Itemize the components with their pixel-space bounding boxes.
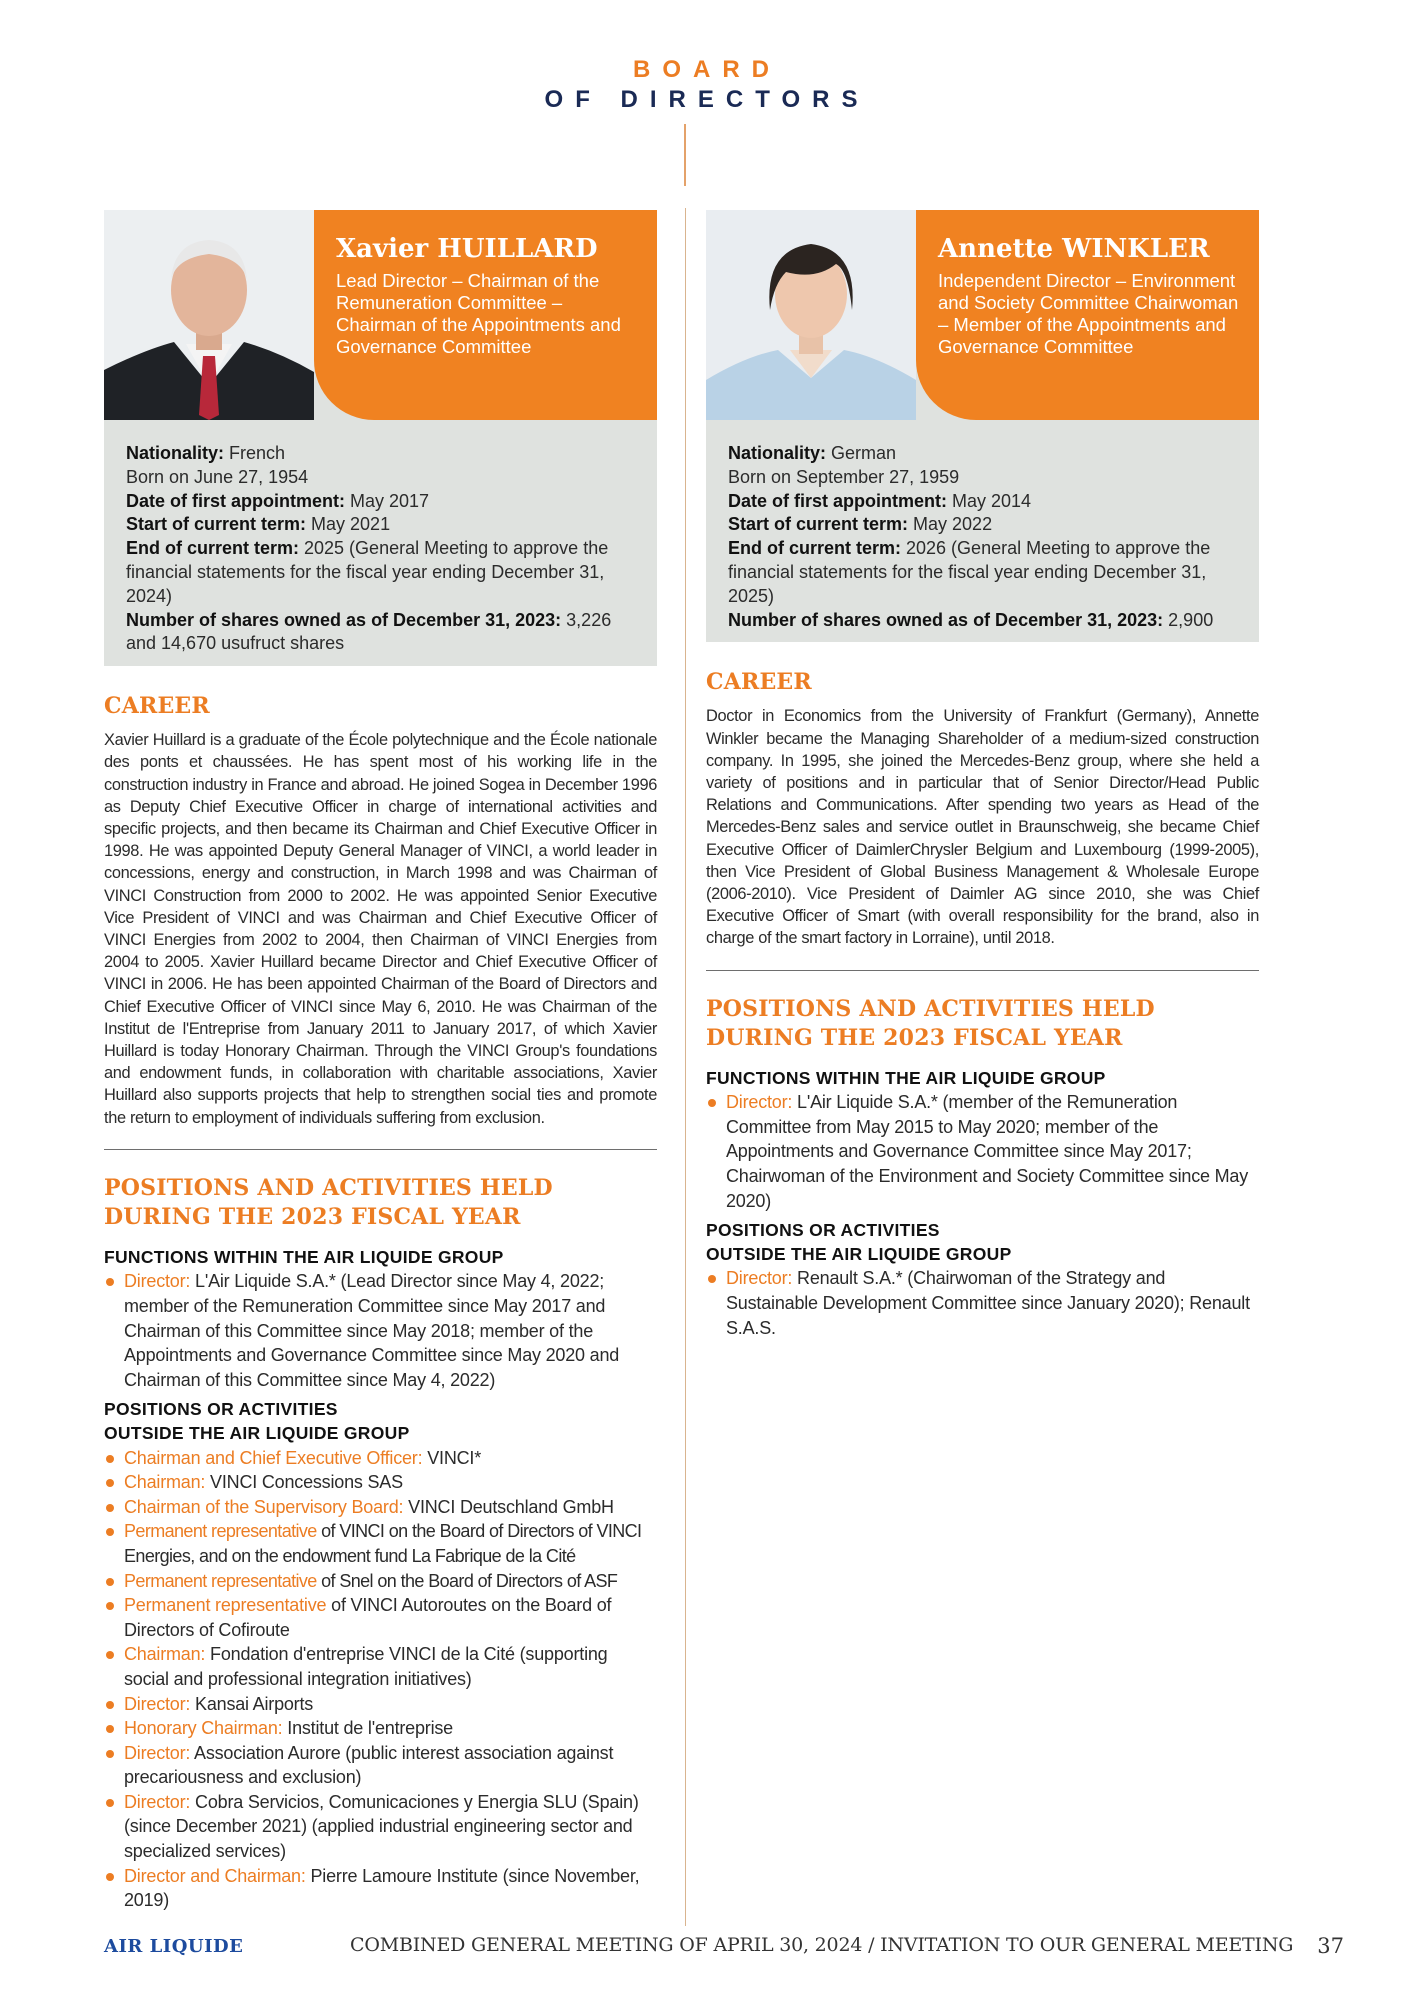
- list-item: Chairman of the Supervisory Board: VINCI Deutschland GmbH: [104, 1495, 657, 1520]
- within-group-list: [706, 1090, 1259, 1213]
- positions-heading: POSITIONS AND ACTIVITIES HELD DURING THE 2023 FISCAL YEAR: [706, 995, 1155, 1051]
- list-item: Chairman: Fondation d'entreprise VINCI de la Cité (supporting social and professional integration initiatives): [104, 1642, 657, 1691]
- list-item: Director: L'Air Liquide S.A.* (member of the Remuneration Committee from May 2015 to May 2020; member of the Appointments and Governance Committee since May 2017; Chairwoman of the Environment and Society Committee since May 2020): [706, 1090, 1259, 1213]
- header-rule: [684, 124, 686, 186]
- career-text: Doctor in Economics from the University of Frankfurt (Germany), Annette Winkler became the Managing Shareholder of a medium-sized construction company. In 1995, she joined the Mercedes-Benz group, where she held a variety of positions and in particular that of Senior Director/Head Public Relations and Communications. After spending two years as Head of the Mercedes-Benz sales and service outlet in Braunschweig, she became Chief Executive Officer of DaimlerChrysler Belgium and Luxembourg (1999-2005), then Vice President of Global Business Management & Wholesale Europe (2006-2010). Vice President of Daimler AG since 2010, she was Chief Executive Officer of Smart (with overall responsibility for the brand, also in charge of the smart factory in Lorraine), until 2018.: [706, 707, 1259, 948]
- nationality-label: Nationality:: [126, 443, 225, 463]
- section-divider: [104, 1149, 657, 1150]
- first-appointment-value: May 2014: [947, 490, 1032, 511]
- list-item: Director: Association Aurore (public interest association against precariousness and exclusion): [104, 1741, 657, 1790]
- shares-value: 2,900: [1163, 609, 1214, 630]
- director-info: [706, 420, 1259, 642]
- positions-heading: POSITIONS AND ACTIVITIES HELD DURING THE 2023 FISCAL YEAR: [104, 1174, 553, 1230]
- director-card: [706, 210, 1259, 642]
- list-item: Chairman: VINCI Concessions SAS: [104, 1470, 657, 1495]
- within-group-heading: FUNCTIONS WITHIN THE AIR LIQUIDE GROUP: [104, 1246, 504, 1267]
- term-end-value: 2026 (General Meeting to approve the financial statements for the fiscal year ending December 31, 2025): [728, 538, 1211, 606]
- list-item: Director: Renault S.A.* (Chairwoman of the Strategy and Sustainable Development Committee since January 2020); Renault S.A.S.: [706, 1266, 1259, 1340]
- list-item: Director: Cobra Servicios, Comunicaciones y Energia SLU (Spain) (since December 2021) (applied industrial engineering sector and specialized services): [104, 1790, 657, 1864]
- term-start-value: May 2022: [908, 514, 993, 535]
- director-name: Annette WINKLER: [938, 234, 1210, 264]
- list-item: Honorary Chairman: Institut de l'entreprise: [104, 1716, 657, 1741]
- outside-group-list: [104, 1446, 657, 1913]
- nationality-value: German: [826, 443, 897, 463]
- term-end-label: End of current term:: [126, 538, 300, 559]
- first-appointment-value: May 2017: [345, 490, 430, 511]
- shares-label: Number of shares owned as of December 31, 2023:: [126, 609, 562, 630]
- list-item: Director and Chairman: Pierre Lamoure Institute (since November, 2019): [104, 1864, 657, 1913]
- page-number: 37: [1317, 1934, 1344, 1958]
- birth-date: Born on June 27, 1954: [126, 466, 309, 487]
- term-end-label: End of current term:: [728, 538, 902, 559]
- list-item: Director: Kansai Airports: [104, 1692, 657, 1717]
- director-name: Xavier HUILLARD: [336, 234, 598, 264]
- career-heading: CAREER: [104, 693, 210, 720]
- header-line-2: OF DIRECTORS: [544, 86, 870, 113]
- outside-group-heading-2: OUTSIDE THE AIR LIQUIDE GROUP: [104, 1422, 410, 1443]
- director-card: [104, 210, 657, 666]
- birth-date: Born on September 27, 1959: [728, 466, 960, 487]
- term-start-label: Start of current term:: [126, 514, 307, 535]
- career-text: Xavier Huillard is a graduate of the École polytechnique and the École nationale des ponts et chaussées. He has spent most of his working life in the construction industry in France and abroad. He joined Sogea in December 1996 as Deputy Chief Executive Officer in charge of international activities and specific projects, and then became its Chairman and Chief Executive Officer in 1998. He was appointed Deputy General Manager of VINCI, a world leader in concessions, energy and construction, in March 1998 and was Chairman of VINCI Construction from 2000 to 2002. He was appointed Senior Executive Vice President of VINCI and was Chairman and Chief Executive Officer of VINCI Energies from 2002 to 2004, then Chairman of VINCI Energies from 2004 to 2005. Xavier Huillard became Director and Chief Executive Officer of VINCI in 2006. He has been appointed Chairman of the Board of Directors and Chief Executive Officer of VINCI since May 6, 2010. He was Chairman of the Institut de l'Entreprise from January 2011 to January 2017, of which Xavier Huillard is today Honorary Chairman. Through the VINCI Group's foundations and endowment funds, in collaboration with charitable associations, Xavier Huillard also supports projects that help to strengthen social ties and promote the return to employment of individuals suffering from exclusion.: [104, 731, 657, 1127]
- nationality-label: Nationality:: [728, 443, 827, 463]
- portrait-photo: [104, 210, 314, 420]
- term-end-value: 2025 (General Meeting to approve the financial statements for the fiscal year ending December 31, 2024): [126, 538, 609, 606]
- page-footer: [104, 1936, 1344, 1966]
- director-role: Independent Director – Environment and Society Committee Chairwoman – Member of the Appointments and Governance Committee: [938, 270, 1239, 357]
- outside-group-list: [706, 1266, 1259, 1340]
- career-heading: CAREER: [706, 669, 812, 696]
- section-divider: [706, 970, 1259, 971]
- director-column-huillard: [104, 210, 657, 1913]
- within-group-heading: FUNCTIONS WITHIN THE AIR LIQUIDE GROUP: [706, 1067, 1106, 1088]
- list-item: Director: L'Air Liquide S.A.* (Lead Director since May 4, 2022; member of the Remuneration Committee since May 2017 and Chairman of this Committee since May 2018; member of the Appointments and Governance Committee since May 2020 and Chairman of this Committee since May 4, 2022): [104, 1269, 657, 1392]
- header-line-1: BOARD: [633, 56, 781, 83]
- shares-value: 3,226 and 14,670 usufruct shares: [126, 609, 612, 654]
- air-liquide-logo: AIR LIQUIDE: [104, 1936, 244, 1957]
- footer-text: COMBINED GENERAL MEETING OF APRIL 30, 2024 / INVITATION TO OUR GENERAL MEETING: [350, 1934, 1294, 1956]
- within-group-list: [104, 1269, 657, 1392]
- term-start-label: Start of current term:: [728, 514, 909, 535]
- first-appointment-label: Date of first appointment:: [126, 490, 345, 511]
- first-appointment-label: Date of first appointment:: [728, 490, 947, 511]
- director-column-winkler: [706, 210, 1259, 1340]
- list-item: Permanent representative of Snel on the Board of Directors of ASF: [104, 1569, 657, 1594]
- director-info: [104, 420, 657, 666]
- list-item: Chairman and Chief Executive Officer: VINCI*: [104, 1446, 657, 1471]
- director-role: Lead Director – Chairman of the Remuneration Committee – Chairman of the Appointments and Governance Committee: [336, 270, 621, 357]
- section-header: [0, 56, 1402, 114]
- term-start-value: May 2021: [306, 514, 391, 535]
- portrait-photo: [706, 210, 916, 420]
- outside-group-heading-2: OUTSIDE THE AIR LIQUIDE GROUP: [706, 1243, 1012, 1264]
- name-panel: [314, 210, 657, 420]
- nationality-value: French: [224, 443, 286, 463]
- outside-group-heading-1: POSITIONS OR ACTIVITIES: [706, 1220, 940, 1241]
- name-panel: [916, 210, 1259, 420]
- list-item: Permanent representative of VINCI on the Board of Directors of VINCI Energies, and on the endowment fund La Fabrique de la Cité: [104, 1519, 657, 1568]
- shares-label: Number of shares owned as of December 31, 2023:: [728, 609, 1164, 630]
- list-item: Permanent representative of VINCI Autoroutes on the Board of Directors of Cofiroute: [104, 1593, 657, 1642]
- column-divider: [685, 208, 686, 1926]
- outside-group-heading-1: POSITIONS OR ACTIVITIES: [104, 1399, 338, 1420]
